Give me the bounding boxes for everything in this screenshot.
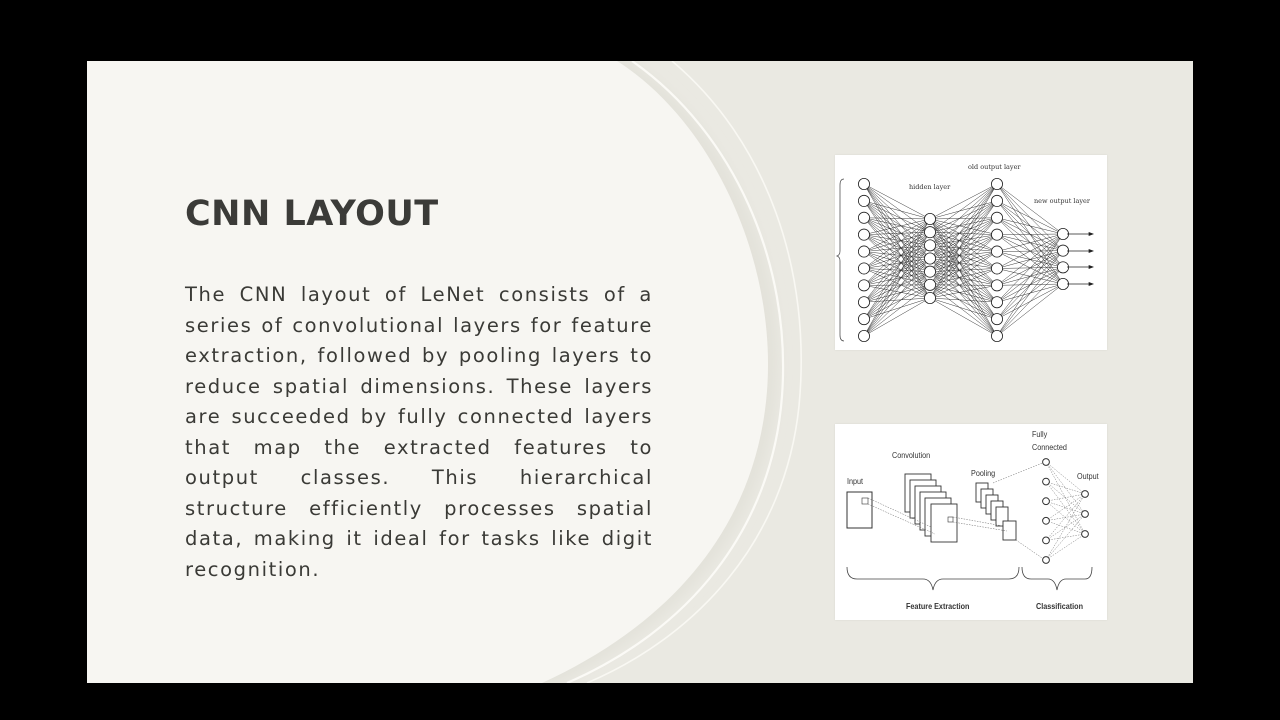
output-label: Output: [1077, 471, 1099, 481]
new-output-layer-label: new output layer: [1034, 197, 1090, 205]
cnn-pipeline-diagram: [835, 424, 1107, 620]
slide-body-text: The CNN layout of LeNet consists of a series of convolutional layers for feature extraction, followed by pooling layers to reduce spatial dimensions. These layers are succeeded by fully connected layers that map the extracted features to output classes. This hierarchical structure efficiently processes spatial data, making it ideal for tasks like digit recognition.: [185, 283, 653, 581]
input-label: Input: [847, 476, 864, 486]
convolution-label: Convolution: [892, 450, 931, 460]
slide-title: CNN LAYOUT: [185, 194, 439, 234]
cnn-pipeline-graph: [835, 424, 1107, 620]
pooling-label: Pooling: [971, 468, 996, 478]
feature-extraction-label: Feature Extraction: [906, 601, 970, 611]
fully-connected-label-line2: Connected: [1032, 442, 1067, 452]
fully-connected-label-line1: Fully: [1032, 429, 1048, 439]
old-output-layer-label: old output layer: [968, 163, 1021, 171]
classification-label: Classification: [1036, 601, 1083, 611]
presentation-slide: [87, 61, 1193, 683]
neural-network-graph: [835, 155, 1107, 350]
neural-network-diagram: [835, 155, 1107, 350]
hidden-layer-label: hidden layer: [909, 183, 951, 191]
